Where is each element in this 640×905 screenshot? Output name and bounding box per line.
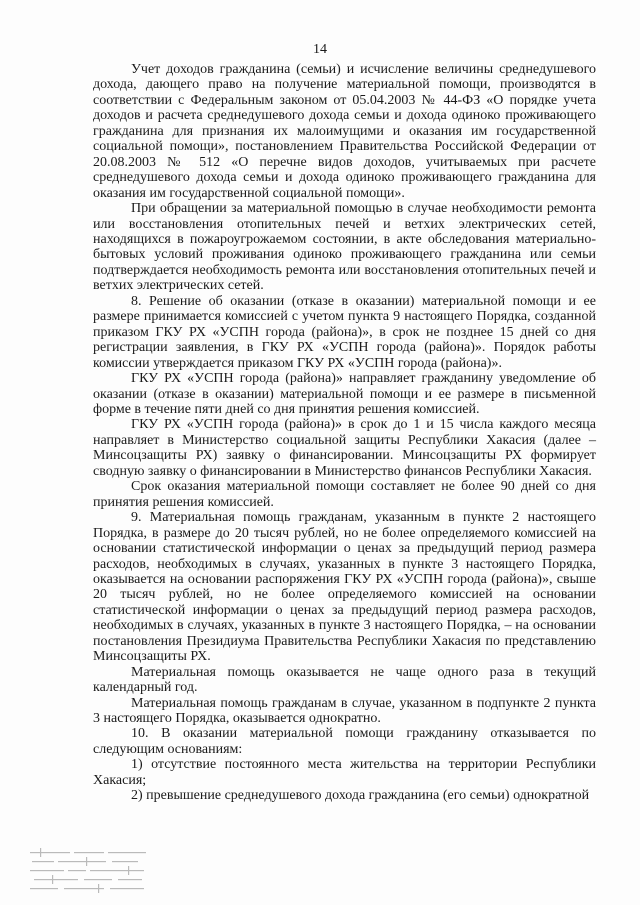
paragraph-refusal-reason-2: 2) превышение среднедушевого дохода гражданина (его семьи) однократной — [131, 788, 590, 804]
paragraph-item-10-refusal: 10. В оказании материальной помощи гражданину отказывается по следующим основаниям: — [93, 726, 596, 757]
paragraph-funding-request: ГКУ РХ «УСПН города (района)» в срок до 1 и 15 числа каждого месяца направляет в Министерство социальной защиты Республики Хакасия (далее – Минсоцзащиты РХ) заявку о финансировании. Минсоцзащиты РХ формирует сводную заявку о финансировании в Министерство финансов Республики Хакасия. — [93, 417, 596, 479]
paragraph-frequency: Материальная помощь оказывается не чаще одного раза в текущий календарный год. — [93, 664, 596, 696]
paragraph-notification: ГКУ РХ «УСПН города (района)» направляет гражданину уведомление об оказании (отказе в оказании) материальной помощи и ее размере в письменной форме в течение пяти дней со дня принятия решения комиссией. — [93, 371, 596, 417]
paragraph-stove-repair: При обращении за материальной помощью в случае необходимости ремонта или восстановления отопительных печей и ветхих электрических сетей, находящихся в пожароугрожаемом состоянии, в акте обследования материально-бытовых условий проживания одиноко проживающего гражданина или семьи подтверждается необходимость ремонта или восстановления отопительных печей и ветхих электрических сетей. — [93, 201, 596, 294]
paragraph-item-9-amount: 9. Материальная помощь гражданам, указанным в пункте 2 настоящего Порядка, в размере до 20 тысяч рублей, но не более определяемого комиссией на основании статистической информации о ценах за предыдущий период размера расходов, необходимых в случаях, указанных в пункте 3 настоящего Порядка, оказывается на основании распоряжения ГКУ РХ «УСПН города (района)», свыше 20 тысяч рублей, но не более определяемого комиссией на основании статистической информации о ценах за предыдущий период размера расходов, необходимых в случаях, указанных в пункте 3 настоящего Порядка, – на основании постановления Президиума Правительства Республики Хакасия по представлению Минсоцзащиты РХ. — [93, 510, 596, 665]
paragraph-income-accounting: Учет доходов гражданина (семьи) и исчисление величины среднедушевого дохода, дающего право на получение материальной помощи, производятся в соответствии с Федеральным законом от 05.04.2003 № 44-ФЗ «О порядке учета доходов и расчета среднедушевого дохода семьи и дохода одиноко проживающего гражданина для признания их малоимущими и оказания им государственной социальной помощи», постановлением Правительства Российской Федерации от 20.08.2003 № 512 «О перечне видов доходов, учитываемых при расчете среднедушевого дохода семьи и дохода одиноко проживающего гражданина для оказания им государственной социальной помощи». — [93, 62, 596, 201]
paragraph-one-time: Материальная помощь гражданам в случае, указанном в подпункте 2 пункта 3 настоящего Порядка, оказывается однократно. — [93, 695, 596, 727]
paragraph-refusal-reason-1: 1) отсутствие постоянного места жительства на территории Республики Хакасия; — [93, 757, 596, 788]
page-number: 14 — [313, 42, 327, 57]
paragraph-term: Срок оказания материальной помощи составляет не более 90 дней со дня принятия решения комиссией. — [93, 479, 596, 510]
document-body — [93, 62, 596, 804]
registration-stamp-image — [28, 846, 150, 896]
paragraph-item-8-decision: 8. Решение об оказании (отказе в оказании) материальной помощи и ее размере принимается комиссией с учетом пункта 9 настоящего Порядка, созданной приказом ГКУ РХ «УСПН города (района)», в срок не позднее 15 дней со дня регистрации заявления, в ГКУ РХ «УСПН города (района)». Порядок работы комиссии утверждается приказом ГКУ РХ «УСПН города (района)». — [93, 293, 596, 371]
